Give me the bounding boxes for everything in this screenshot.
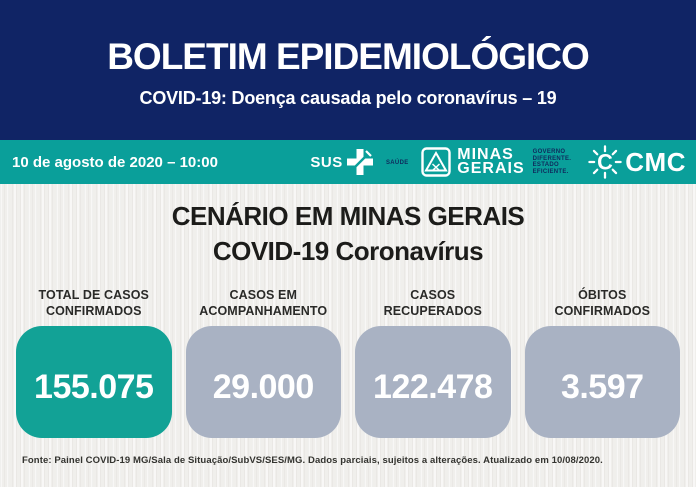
- stat-value: 3.597: [560, 367, 644, 406]
- sus-label: SUS: [310, 153, 343, 171]
- logo-strip: [310, 145, 686, 179]
- stat-confirmed-cases: [16, 285, 172, 438]
- sus-logo: [310, 149, 372, 175]
- stat-label: CASOS EM ACOMPANHAMENTO: [199, 288, 328, 318]
- bulletin-title: BOLETIM EPIDEMIOLÓGICO: [107, 36, 589, 78]
- sus-cross-icon: [347, 149, 373, 175]
- minas-gerais-wordmark: MINAS GERAIS: [457, 146, 525, 177]
- cmc-label: CMC: [625, 146, 686, 177]
- stat-value: 155.075: [34, 367, 154, 406]
- cmc-logo: [588, 145, 686, 179]
- scenario-title-line2: COVID-19 Coronavírus: [212, 236, 484, 266]
- stat-label: ÓBITOS CONFIRMADOS: [554, 288, 651, 318]
- stat-value: 122.478: [373, 367, 493, 406]
- svg-text:C: C: [597, 149, 614, 175]
- stat-card-followup: [186, 326, 342, 438]
- date-text: 10 de agosto de 2020 – 10:00: [12, 153, 218, 171]
- stat-card-deaths: [525, 326, 681, 438]
- bulletin-subtitle: COVID-19: Doença causada pelo coronavírus – 19: [139, 87, 557, 108]
- stat-card-confirmed: [16, 326, 172, 438]
- minas-gerais-emblem-icon: [421, 147, 451, 177]
- stat-label: TOTAL DE CASOS CONFIRMADOS: [38, 288, 149, 318]
- minas-gerais-logo: [421, 147, 571, 177]
- main-area: [0, 184, 696, 487]
- stat-value: 29.000: [212, 367, 314, 406]
- stat-label: CASOS RECUPERADOS: [383, 288, 482, 318]
- scenario-title-line1: CENÁRIO EM MINAS GERAIS: [171, 201, 525, 231]
- cmc-emblem-icon: [588, 145, 622, 179]
- stat-confirmed-deaths: [525, 285, 681, 438]
- date-bar: [0, 140, 696, 184]
- stats-row: [0, 285, 696, 438]
- stat-card-recovered: [355, 326, 511, 438]
- source-note: Fonte: Painel COVID-19 MG/Sala de Situação/SubVS/SES/MG. Dados parciais, sujeitos a alterações. Atualizado em 10/08/2020.: [22, 455, 603, 466]
- header: [0, 0, 696, 140]
- stat-recovered-cases: [355, 285, 511, 438]
- stat-under-followup: [186, 285, 342, 438]
- governo-slogan: GOVERNO DIFERENTE. ESTADO EFICIENTE.: [532, 149, 572, 175]
- saude-label: SAÚDE: [385, 159, 409, 165]
